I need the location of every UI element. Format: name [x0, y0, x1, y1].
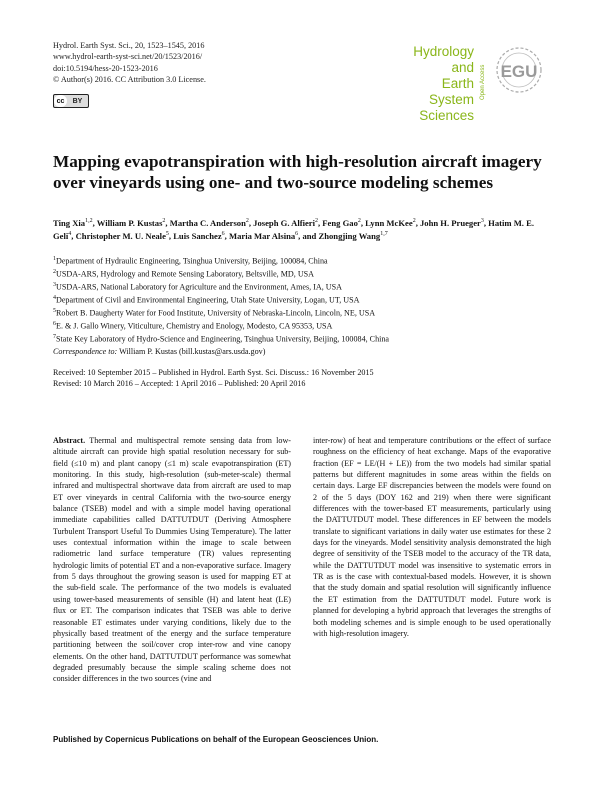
author-affiliation-mark: 5 [165, 231, 169, 238]
author-name: Hatim M. E. Geli [53, 217, 534, 242]
cc-by-badge[interactable] [53, 94, 89, 108]
author-name: Martha C. Anderson [169, 217, 246, 228]
journal-citation: Hydrol. Earth Syst. Sci., 20, 1523–1545, 2016 [53, 41, 205, 50]
correspondence-text[interactable]: William P. Kustas (bill.kustas@ars.usda.gov) [119, 347, 266, 356]
author-affiliation-mark: 2 [245, 218, 249, 224]
abstract-text-2: inter-row) of heat and temperature contributions or the effect of surface roughness on the efficiency of heat exchange. Maps of the evaporative fraction (EF = LE/(H + LE)) from the two models had similar spatial patterns but different magnitudes in some areas within the fields on certain days. Large EF discrepancies between the models were found on 2 of the 5 days (DOY 162 and 219) when there were significant differences with the tower-based ET measurements, particularly using the DATTUTDUT model. These differences in EF between the models translate to significant variations in daily water use estimates for these 2 days for the vineyards. Model sensitivity analysis demonstrated the high degree of sensitivity of the TSEB model to the accuracy of the TR data, while the DATTUTDUT model was insensitive to systematic errors in TR as is the case with contextual-based models. However, it is shown that the study domain and spatial resolution will significantly influence the ET estimation from the DATTUTDUT model. Future work is planned for developing a hybrid approach that leverages the strengths of both modeling schemes and is simple enough to be used operationally with high-resolution imagery. [313, 436, 551, 638]
license-text: © Author(s) 2016. CC Attribution 3.0 License. [53, 75, 206, 85]
abstract-column-1 [53, 435, 291, 685]
author-name: Zhongjing Wang [318, 231, 381, 242]
author-affiliation-mark: 4 [68, 231, 72, 238]
journal-logo-text [402, 44, 474, 124]
abstract-heading: Abstract. [53, 436, 86, 445]
author-affiliation-mark: 1,2 [85, 218, 93, 224]
logo-line-1: Hydrology and [413, 44, 474, 75]
affiliation-item: $^5$Robert B. Daugherty Water for Food Institute, University of Nebraska-Lincoln, Lincoln, NE, USA [53, 307, 376, 318]
author-name: Christopher M. U. Neale [75, 231, 166, 242]
dates-line-1: Received: 10 September 2015 – Published in Hydrol. Earth Syst. Sci. Discuss.: 16 November 2015 [53, 368, 374, 377]
logo-line-2: Earth System [428, 76, 474, 107]
author-affiliation-mark: 2 [357, 218, 361, 224]
citation-header [53, 40, 206, 86]
author-affiliation-mark: 3 [480, 218, 484, 224]
correspondence-label: Correspondence to: [53, 347, 118, 356]
author-name: Feng Gao [322, 217, 358, 228]
author-affiliation-mark: 2 [315, 218, 318, 224]
correspondence [53, 347, 265, 356]
by-label: BY [72, 97, 83, 105]
author-name: Ting Xia [53, 217, 86, 228]
affiliation-item: $^7$State Key Laboratory of Hydro-Science and Engineering, Tsinghua University, Beijing, 100084, China [53, 333, 390, 344]
publication-dates [53, 367, 374, 390]
abstract-text-1: Thermal and multispectral remote sensing data from low-altitude aircraft can provide high spatial resolution necessary for sub-field (≤10 m) and plant canopy (≤1 m) scale evapotranspiration (ET) monitoring. In this study, high-resolution (sub-meter-scale) thermal infrared and multispectral shortwave data from aircraft are used to map ET over vineyards in central California with the two-source energy balance (TSEB) model and with a simple model having operational immediate capabilities called DATTUTDUT (Deriving Atmosphere Turbulent Transport Useful To Dummies Using Temperature). The latter uses contextual information within the image to scale between radiometric land surface temperature (TR) values representing hydrologic limits of potential ET and a non-evaporative surface. Imagery from 5 days throughout the growing season is used for mapping ET at the sub-field scale. The performance of the two models is evaluated using tower-based measurements of sensible (H) and latent heat (LE) flux or ET. The comparison indicates that TSEB was able to derive reasonable ET estimates under varying conditions, likely due to the physically based treatment of the energy and the surface temperature partitioning between the soil/cover crop inter-row and vine canopy elements. On the other hand, DATTUTDUT performance was somewhat degraded presumably because the simple scaling scheme does not consider differences in the two sources (vine and [53, 436, 291, 684]
cc-icon: cc [54, 95, 67, 107]
doi-link[interactable]: doi:10.5194/hess-20-1523-2016 [53, 63, 158, 73]
egu-logo-icon [492, 44, 548, 96]
author-name: Luis Sanchez [173, 231, 222, 242]
author-affiliation-mark: 2 [412, 218, 416, 224]
affiliation-item: $^6$E. & J. Gallo Winery, Viticulture, Chemistry and Enology, Modesto, CA 95353, USA [53, 320, 333, 331]
affiliation-item: $^2$USDA-ARS, Hydrology and Remote Sensing Laboratory, Beltsville, MD, USA [53, 268, 315, 279]
author-list: Ting Xia$^{1,2}$, William P. Kustas$^2$, Martha C. Anderson$^2$, Joseph G. Alfieri$^2$, Feng Gao$^2$, Lynn McKee$^2$, John H. Prueger$^3$, Hatim M. E. Geli$^4$, Christopher M. U. Neale$^5$, Luis Sanchez$^6$, Maria Mar Alsina$^6$, and Zhongjing Wang$^{1,7}$ [53, 217, 534, 242]
affiliation-item: $^4$Department of Civil and Environmental Engineering, Utah State University, Logan, UT, USA [53, 294, 360, 305]
affiliation-item: $^1$Department of Hydraulic Engineering, Tsinghua University, Beijing, 100084, China [53, 256, 328, 266]
author-name: Lynn McKee [365, 217, 413, 228]
abstract-column-2 [313, 435, 551, 639]
paper-title: Mapping evapotranspiration with high-resolution aircraft imagery over vineyards using one- and two-source modeling schemes [53, 152, 542, 192]
journal-url[interactable]: www.hydrol-earth-syst-sci.net/20/1523/2016/ [53, 52, 203, 62]
egu-logo-text: EGU [500, 62, 538, 81]
logo-line-3: Sciences [419, 108, 474, 123]
author-affiliation-mark: 6 [221, 231, 225, 238]
author-name: William P. Kustas [96, 217, 163, 228]
author-affiliation-mark: 2 [162, 218, 166, 224]
publisher-footer: Published by Copernicus Publications on behalf of the European Geosciences Union. [53, 735, 379, 744]
affiliation-list [53, 254, 553, 345]
author-affiliation-mark: 6 [295, 231, 299, 238]
author-affiliation-mark: 1,7 [380, 231, 388, 238]
open-access-label: Open Access [480, 64, 486, 100]
dates-line-2: Revised: 10 March 2016 – Accepted: 1 April 2016 – Published: 20 April 2016 [53, 379, 306, 389]
author-name: Maria Mar Alsina [228, 231, 296, 242]
author-name: John H. Prueger [419, 217, 481, 228]
author-name: Joseph G. Alfieri [253, 217, 315, 228]
affiliation-item: $^3$USDA-ARS, National Laboratory for Agriculture and the Environment, Ames, IA, USA [53, 281, 342, 292]
